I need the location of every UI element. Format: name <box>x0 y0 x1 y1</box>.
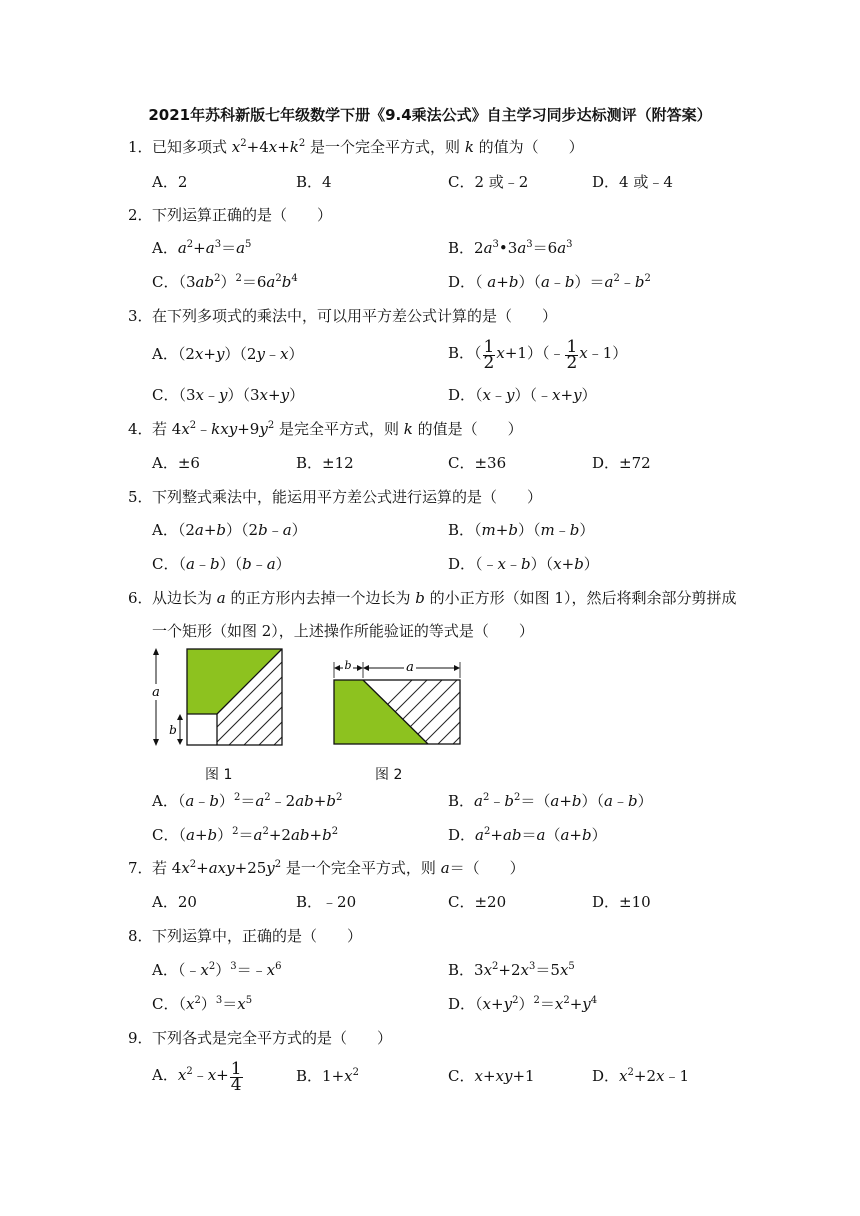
q7-option-d: D．±10 <box>592 893 651 911</box>
page-title: 2021年苏科新版七年级数学下册《9.4乘法公式》自主学习同步达标测评（附答案） <box>148 106 712 124</box>
q1-option-c: C．2 或﹣2 <box>448 173 529 191</box>
q9-option-d: D．$x^2+2x﹣1$ <box>592 1067 690 1085</box>
question-4: 4．若 $4x^2﹣kxy+9y^2$ 是完全平方式，则 k 的值是（ ） <box>128 420 523 438</box>
figure-1-diagram <box>140 644 290 750</box>
q4-option-b: B．±12 <box>296 454 354 472</box>
question-5: 5．下列整式乘法中，能运用平方差公式进行运算的是（ ） <box>128 488 543 506</box>
q3-option-a: A．（2x+y）（2y﹣x） <box>152 345 304 363</box>
figure-1-green-region <box>187 649 282 714</box>
figure-2-caption: 图 2 <box>375 767 403 783</box>
q3-option-b: B．（ $\frac{1}{2}$ x+1）（﹣ $\frac{1}{2}$ x﹣1） <box>448 337 628 373</box>
question-8: 8．下列运算中，正确的是（ ） <box>128 927 363 945</box>
q3-option-c: C．（3x﹣y）（3x+y） <box>152 386 305 404</box>
figure-1-caption: 图 1 <box>205 767 233 783</box>
q6-option-c: C．$(a+b)^2=a^2+2ab+b^2$ <box>152 826 339 844</box>
q2-option-a: A．$a^2+a^3=a^5$ <box>152 239 252 257</box>
q6-option-a: A．$(a﹣b)^2=a^2﹣2ab+b^2$ <box>152 792 343 810</box>
q2-option-d: D．（ $a+b)(a﹣b)=a^2﹣b^2$ <box>448 273 651 291</box>
fraction-one-half: $\frac{1}{2}$ <box>566 337 578 373</box>
q5-option-a: A．（2a+b）（2b﹣a） <box>152 521 307 539</box>
question-2: 2．下列运算正确的是（ ） <box>128 206 333 224</box>
figure-1-label-a: a <box>152 685 160 700</box>
q9-option-a: A．$x^2﹣x+$ $\frac{1}{4}$ <box>152 1059 242 1095</box>
figure-2-label-a: a <box>406 660 414 675</box>
question-3: 3．在下列多项式的乘法中，可以用平方差公式计算的是（ ） <box>128 307 558 325</box>
q8-option-d: D．$(x+y^2)^2=x^2+y^4$ <box>448 995 598 1013</box>
question-9: 9．下列各式是完全平方式的是（ ） <box>128 1029 393 1047</box>
q4-option-c: C．±36 <box>448 454 507 472</box>
q3-option-d: D．（x﹣y）（﹣x+y） <box>448 386 597 404</box>
question-7: 7．若 $4x^2+axy+25y^2$ 是一个完全平方式，则 a＝（ ） <box>128 859 525 877</box>
q1-option-d: D．4 或﹣4 <box>592 173 673 191</box>
question-6-line-2: 一个矩形（如图 2），上述操作所能验证的等式是（ ） <box>152 622 534 640</box>
q1-option-b: B．4 <box>296 173 332 191</box>
q9-option-c: C．x+xy+1 <box>448 1067 535 1085</box>
figure-2-diagram <box>328 654 468 750</box>
figure-2-green-region <box>334 680 428 744</box>
question-1: 1．已知多项式 $x^2+4x+k^2$ 是一个完全平方式，则 k 的值为（ ） <box>128 138 584 156</box>
q9-option-b: B．$1+x^2$ <box>296 1067 359 1085</box>
figure-1-label-b: b <box>169 723 177 737</box>
q6-option-b: B．$a^2﹣b^2=(a+b)(a﹣b)$ <box>448 792 653 810</box>
q5-option-b: B．（m+b）（m﹣b） <box>448 521 595 539</box>
q2-option-c: C．$(3ab^2)^2=6a^2b^4$ <box>152 273 298 291</box>
q6-option-d: D．$a^2+ab=a(a+b)$ <box>448 826 607 844</box>
q5-option-c: C．（a﹣b）（b﹣a） <box>152 555 291 573</box>
q7-option-c: C．±20 <box>448 893 507 911</box>
fraction-one-half: $\frac{1}{2}$ <box>483 337 495 373</box>
q7-option-b: B．﹣20 <box>296 893 357 911</box>
q5-option-d: D．（﹣x﹣b）（x+b） <box>448 555 599 573</box>
fraction-one-quarter: $\frac{1}{4}$ <box>230 1059 242 1095</box>
q1-option-a: A．2 <box>152 173 188 191</box>
q4-option-d: D．±72 <box>592 454 651 472</box>
q7-option-a: A．20 <box>152 893 197 911</box>
q8-option-c: C．$(x^2)^3=x^5$ <box>152 995 253 1013</box>
q8-option-a: A．$(﹣x^2)^3=﹣x^6$ <box>152 961 282 979</box>
q4-option-a: A．±6 <box>152 454 200 472</box>
q8-option-b: B．$3x^2+2x^3=5x^5$ <box>448 961 575 979</box>
question-6: 6．从边长为 a 的正方形内去掉一个边长为 b 的小正方形（如图 1），然后将剩余部分剪拼成 <box>128 589 737 607</box>
q2-option-b: B．$2a^3•3a^3=6a^3$ <box>448 239 573 257</box>
figure-2-label-b: b <box>344 659 352 672</box>
